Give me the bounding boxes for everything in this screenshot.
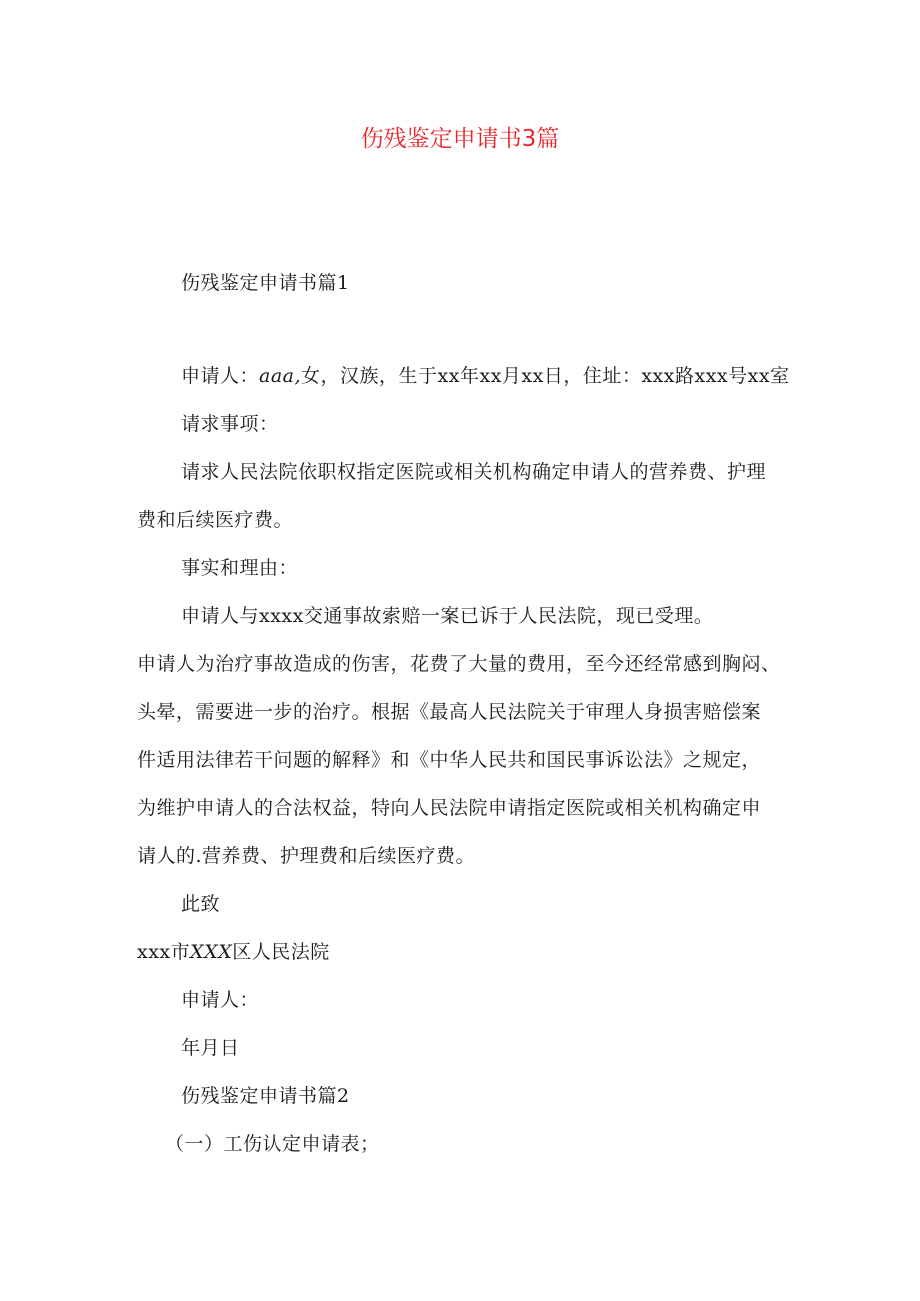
signature-line: 申请人：: [181, 989, 260, 1011]
applicant-prefix: 申请人：: [181, 365, 260, 387]
court-prefix: xxx市: [137, 941, 191, 963]
section2-heading: 伤残鉴定申请书篇2: [181, 1085, 350, 1107]
section1-heading: 伤残鉴定申请书篇1: [181, 272, 350, 294]
applicant-line: [181, 363, 790, 389]
court-name: [137, 939, 330, 965]
court-suffix: 区人民法院: [232, 941, 330, 963]
date-line: 年月日: [181, 1037, 240, 1059]
facts-text-line: 件适用法律若干问题的解释》和《中华人民共和国民事诉讼法》之规定，: [137, 749, 762, 771]
facts-text-line: 头晕，需要进一步的治疗。根据《最高人民法院关于审理人身损害赔偿案: [137, 701, 762, 723]
facts-text-line: 申请人为治疗事故造成的伤害，花费了大量的费用，至今还经常感到胸闷、: [137, 653, 781, 675]
applicant-details: 女，汉族，生于xx年xx月xx日，住址：xxx路xxx号xx室: [301, 365, 790, 387]
request-heading: 请求事项：: [181, 413, 279, 435]
facts-text-line: 申请人与xxxx交通事故索赔一案已诉于人民法院，现已受理。: [181, 605, 714, 627]
facts-heading: 事实和理由：: [181, 557, 299, 579]
facts-text-line: 为维护申请人的合法权益，特向人民法院申请指定医院或相关机构确定申: [137, 797, 762, 819]
applicant-name: aaa,: [259, 365, 302, 387]
document-title: 伤残鉴定申请书3篇: [360, 126, 560, 152]
facts-text-line: 请人的.营养费、护理费和后续医疗费。: [137, 845, 476, 867]
court-district: XXX: [190, 941, 233, 963]
request-text-line: 费和后续医疗费。: [137, 509, 294, 531]
list-item: （一）工伤认定申请表；: [165, 1133, 380, 1155]
closing-salutation: 此致: [181, 893, 221, 915]
request-text-line: 请求人民法院依职权指定医院或相关机构确定申请人的营养费、护理: [181, 461, 767, 483]
